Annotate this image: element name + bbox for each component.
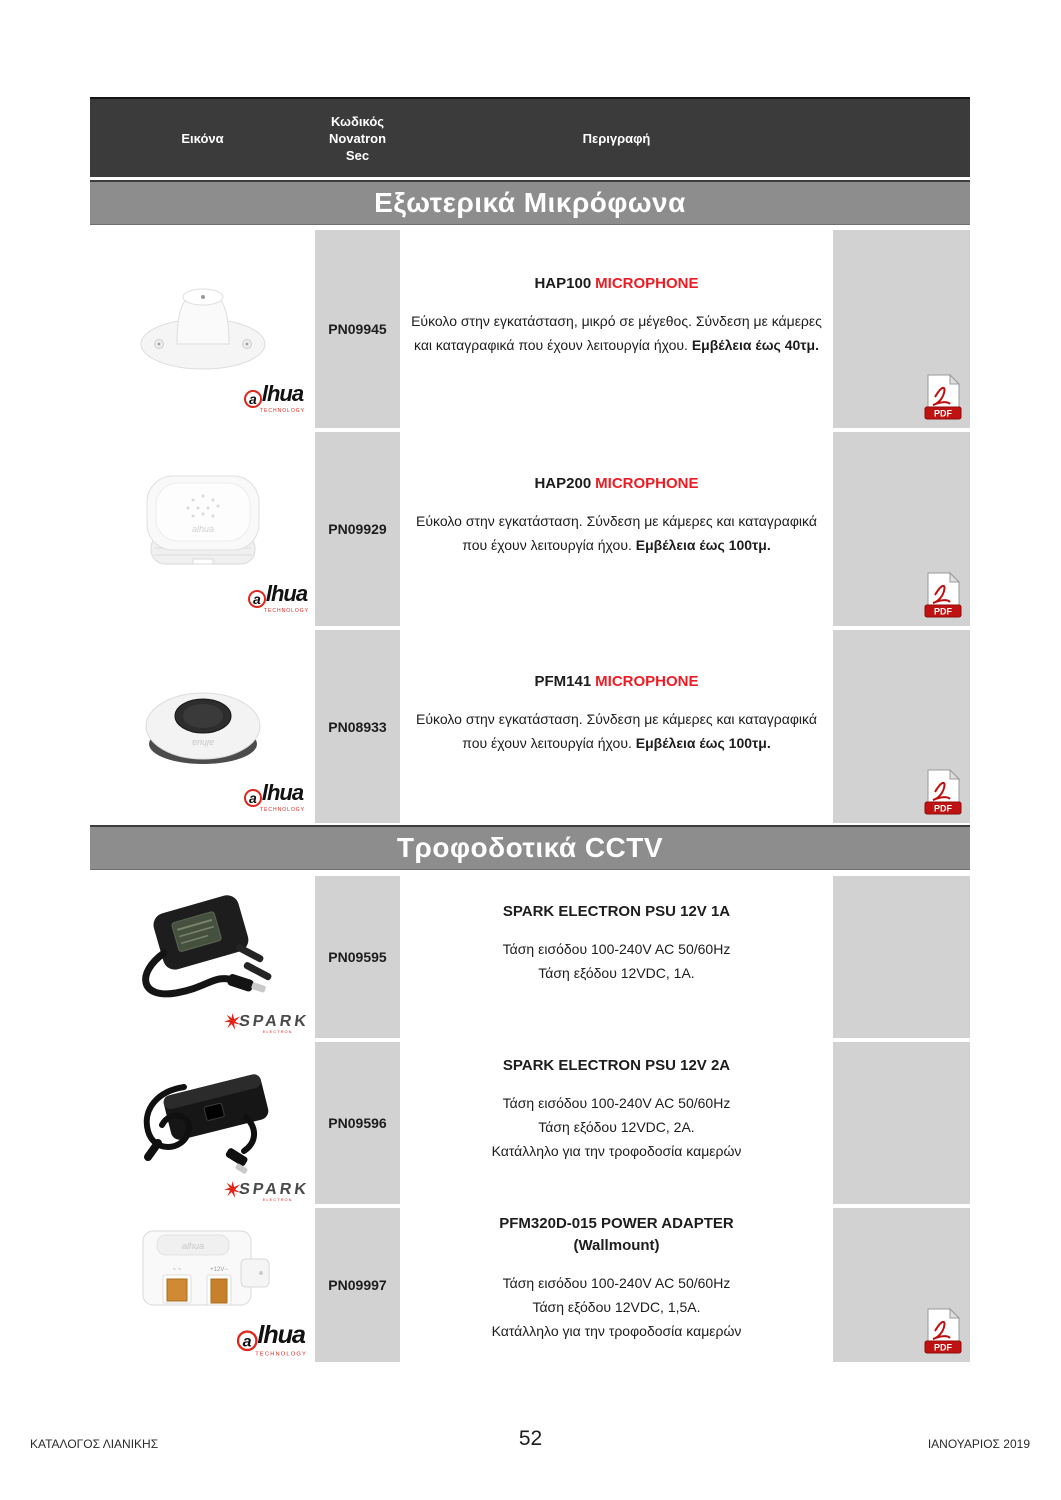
dahua-logo-word: lhua [257,1320,305,1349]
spark-logo-subtext: ELECTRON [262,1197,293,1202]
product-title [408,473,825,495]
column-header-code-line1: Κωδικός [330,113,385,129]
product-description-line: Τάση εξόδου 12VDC, 2A. [538,1119,695,1135]
pdf-cell [833,230,970,428]
section-title-external-microphones: Εξωτερικά Μικρόφωνα [90,180,970,225]
column-header-image-label: Εικόνα [181,130,224,146]
column-header-description [400,99,833,177]
table-row [90,630,970,823]
footer-catalog-name: ΚΑΤΑΛΟΓΟΣ ΛΙΑΝΙΚΗΣ [30,1437,159,1451]
product-description-line: Τάση εξόδου 12VDC, 1,5A. [532,1299,701,1315]
product-description-cell [400,230,833,428]
spark-logo-word: SPARK [238,1180,311,1198]
table-row [90,876,970,1038]
product-image-cell [90,230,315,428]
page-number: 52 [518,1427,543,1450]
product-title: SPARK ELECTRON PSU 12V 2A [502,1057,731,1074]
product-description: Εύκολο στην εγκατάσταση. Σύνδεση με κάμερες και καταγραφικά που έχουν λειτουργία ήχου. Εμβέλεια έως 100τμ. [416,710,817,751]
dahua-logo-subtext: TECHNOLOGY [255,1351,307,1358]
product-description-line: Τάση εισόδου 100-240V AC 50/60Hz [502,941,731,957]
product-description-cell [400,876,833,1038]
dahua-logo-mark: a [244,390,262,408]
column-header-code-line3: Sec [345,147,370,163]
pdf-icon[interactable] [923,1308,963,1355]
dahua-logo [242,782,305,813]
pdf-cell [833,1042,970,1204]
svg-text:+12V−: +12V− [209,1266,228,1273]
product-description: Εύκολο στην εγκατάσταση, μικρό σε μέγεθος. Σύνδεση με κάμερες και καταγραφικά που έχουν λειτουργία ήχου. Εμβέλεια έως 40τμ. [411,313,822,353]
pdf-cell [833,1208,970,1362]
dahua-logo-mark: a [244,789,262,807]
pdf-icon[interactable] [923,374,963,421]
product-code: PN09945 [315,230,400,428]
product-code: PN08933 [315,630,400,823]
table-row [90,1208,970,1362]
product-title-model: PFM141 [534,672,592,690]
dahua-logo [246,583,309,614]
product-image-cell [90,1042,315,1204]
spark-logo-word: SPARK [238,1012,311,1030]
product-title: PFM320D-015 POWER ADAPTER [499,1215,734,1232]
pdf-icon[interactable] [923,572,963,619]
product-description-line: Τάση εισόδου 100-240V AC 50/60Hz [502,1275,731,1291]
product-description-bold: Εμβέλεια έως 100τμ. [635,734,771,751]
dahua-logo-subtext: TECHNOLOGY [259,807,305,813]
product-image-cell [90,1208,315,1362]
product-description: Εύκολο στην εγκατάσταση. Σύνδεση με κάμερες και καταγραφικά που έχουν λειτουργία ήχου. Εμβέλεια έως 100τμ. [416,513,817,553]
dahua-logo-word: lhua [261,780,304,805]
product-code: PN09595 [315,876,400,1038]
product-image-pfm320d [123,1213,283,1333]
product-description-bold: Εμβέλεια έως 100τμ. [635,537,771,553]
product-table [90,97,970,1362]
svg-text:alhua: alhua [181,1240,204,1251]
column-header-code-line2: Novatron [328,130,387,146]
product-title-type: MICROPHONE [595,672,699,690]
dahua-logo [235,1322,307,1358]
table-row [90,432,970,626]
pdf-icon-label: PDF [934,408,952,419]
product-description-cell [400,432,833,626]
product-title-type: MICROPHONE [595,275,699,292]
table-header-row [90,97,970,177]
product-description-line: Κατάλληλο για την τροφοδοσία καμερών [491,1143,742,1159]
svg-text:alhua: alhua [191,524,214,535]
pdf-icon-label: PDF [934,606,952,617]
product-image-hap200 [123,456,283,586]
spark-logo [224,1013,309,1034]
product-image-cell [90,876,315,1038]
product-image-cell [90,432,315,626]
pdf-icon-label: PDF [934,803,952,814]
pdf-icon-label: PDF [934,1342,952,1353]
product-code: PN09596 [315,1042,400,1204]
dahua-logo-mark: a [248,590,266,608]
product-title-model: HAP200 [534,475,592,492]
product-description-line: Κατάλληλο για την τροφοδοσία καμερών [491,1323,742,1339]
dahua-logo-word: lhua [261,381,304,406]
column-header-code [315,99,400,177]
product-image-psu-brick [118,1047,288,1187]
product-image-cell [90,630,315,823]
section-title-cctv-power-supplies: Τροφοδοτικά CCTV [90,825,970,870]
product-code: PN09997 [315,1208,400,1362]
table-row [90,230,970,428]
product-description-bold: Εμβέλεια έως 40τμ. [691,337,819,353]
spark-logo-subtext: ELECTRON [262,1029,293,1034]
dahua-logo-subtext: TECHNOLOGY [263,608,309,614]
spark-logo [224,1181,309,1202]
dahua-logo [242,383,305,414]
product-image-pfm141 [123,654,283,784]
table-row [90,1042,970,1204]
dahua-logo-subtext: TECHNOLOGY [259,408,305,414]
product-title-line2: (Wallmount) [573,1237,660,1254]
product-title [408,273,825,295]
product-title-model: HAP100 [534,275,592,292]
pdf-cell [833,432,970,626]
product-description-cell [400,1042,833,1204]
product-title [408,671,825,693]
dahua-logo-word: lhua [265,581,308,606]
product-title: SPARK ELECTRON PSU 12V 1A [502,903,731,920]
svg-text:alhua: alhua [191,737,214,748]
pdf-cell [833,876,970,1038]
product-image-hap100 [123,256,283,386]
dahua-logo-mark: a [237,1330,258,1351]
column-header-description-label: Περιγραφή [582,130,651,146]
pdf-cell [833,630,970,823]
product-image-psu-wall-plug [118,881,288,1021]
pdf-icon[interactable] [923,769,963,816]
column-header-image [90,99,315,177]
product-description-line: Τάση εισόδου 100-240V AC 50/60Hz [502,1095,731,1111]
footer-date: ΙΑΝΟΥΑΡΙΟΣ 2019 [927,1437,1030,1451]
product-code: PN09929 [315,432,400,626]
product-description-cell [400,630,833,823]
svg-text:~ ~: ~ ~ [172,1266,181,1273]
product-description-line: Τάση εξόδου 12VDC, 1A. [538,965,695,981]
column-header-pdf [833,99,970,177]
product-description-cell [400,1208,833,1362]
product-title-type: MICROPHONE [595,475,699,492]
